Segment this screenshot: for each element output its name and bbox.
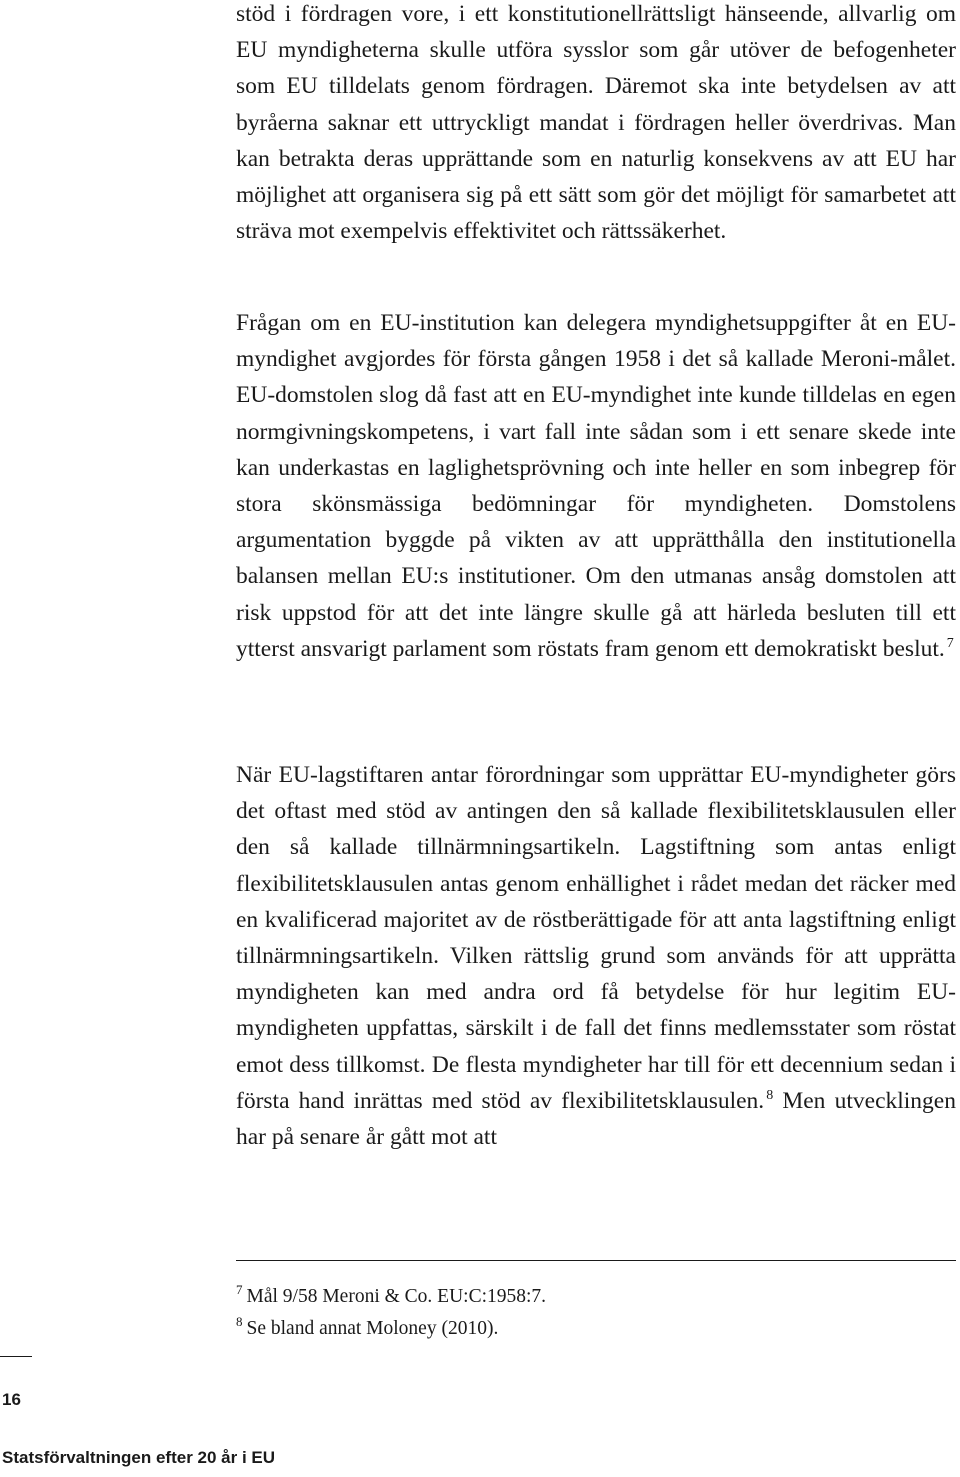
- footnote-separator: [236, 1260, 956, 1261]
- paragraph-2-text: Frågan om en EU-institution kan delegera myndighetsuppgifter åt en EU-myndighet avgjordes för första gången 1958 i det så kallade Meroni-målet. EU-domstolen slog då fast att en EU-myndighet inte kunde tilldelas en egen normgivningskompetens, i vart fall inte sådan som i ett senare skede inte kan underkastas en laglighetsprövning och inte heller en som inbegrep för stora skönsmässiga bedömningar för myndigheten. Domstolens argumentation byggde på vikten av att upprätthålla den institutionella balansen mellan EU:s institutioner. Om den utmanas ansåg domstolen att risk uppstod för att det inte längre skulle gå att härleda besluten till ett ytterst ansvarigt parlament som röstats fram genom ett demokratiskt beslut.: [236, 310, 956, 662]
- footnote-ref-8: 8: [766, 1087, 774, 1103]
- footnote-7-number: 7: [236, 1282, 243, 1297]
- body-paragraph-3: [236, 757, 956, 1155]
- page-number-rule: [0, 1356, 32, 1357]
- paragraph-3-text-part-1: När EU-lagstiftaren antar förordningar som upprättar EU-myndigheter görs det oftast med stöd av antingen den så kallade flexibilitetsklausulen eller den så kallade tillnärmningsartikeln. Lagstiftning som antas enligt flexibilitetsklausulen antas genom enhällighet i rådet medan det räcker med en kvalificerad majoritet av de röstberättigade för att anta lagstiftning enligt tillnärmningsartikeln. Vilken rättslig grund som används för att upprätta myndigheten kan med andra ord få betydelse för hur legitim EU-myndigheten uppfattas, särskilt i de fall det finns medlemsstater som röstat emot dess tillkomst. De flesta myndigheter har till för ett decennium sedan i första hand inrättas med stöd av flexibilitetsklausulen.: [236, 762, 956, 1114]
- body-paragraph-2: [236, 305, 956, 667]
- footnote-7: [236, 1278, 956, 1309]
- paragraph-3-text-part-2: Men utvecklingen har på senare år gått mot att: [236, 1087, 956, 1151]
- running-footer-title: Statsförvaltningen efter 20 år i EU: [2, 1448, 276, 1467]
- footnote-8: [236, 1310, 956, 1341]
- footnote-ref-7: 7: [946, 635, 954, 651]
- footnote-7-text: Mål 9/58 Meroni & Co. EU:C:1958:7.: [246, 1286, 547, 1307]
- page-number: 16: [2, 1390, 21, 1409]
- footnote-8-number: 8: [236, 1314, 243, 1329]
- paragraph-1-text: stöd i fördragen vore, i ett konstitutionellrättsligt hänseende, allvarlig om EU myndigheterna skulle utföra sysslor som går utöver de befogenheter som EU tilldelats genom fördragen. Däremot ska inte betydelsen av att byråerna saknar ett uttryckligt mandat i fördragen heller överdrivas. Man kan betrakta deras upprättande som en naturlig konsekvens av att EU har möjlighet att organisera sig på ett sätt som gör det möjligt för samarbetet att sträva mot exempelvis effektivitet och rättssäkerhet.: [236, 1, 956, 245]
- footnote-8-text: Se bland annat Moloney (2010).: [246, 1318, 499, 1339]
- body-paragraph-1: [236, 0, 956, 249]
